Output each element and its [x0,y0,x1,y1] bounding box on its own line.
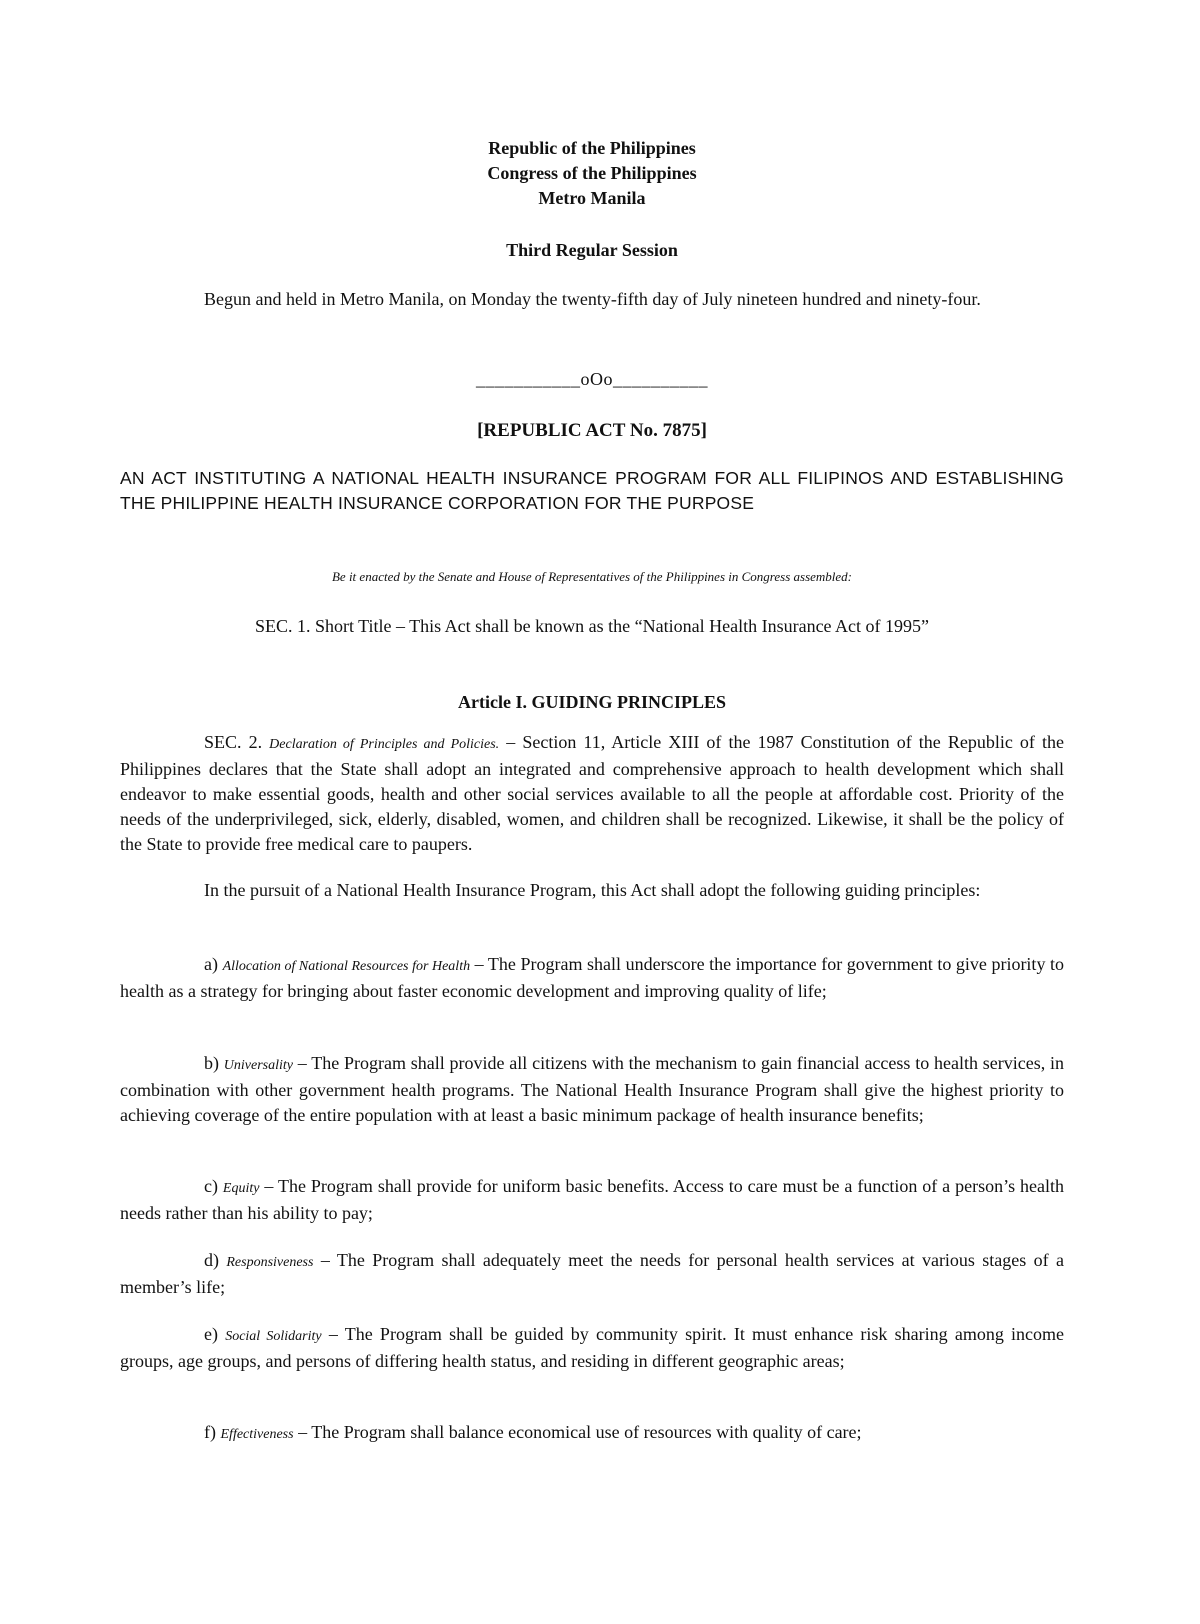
principle-a-label: a) [204,954,218,974]
section-2-lead: SEC. 2. [204,732,263,752]
begun-paragraph: Begun and held in Metro Manila, on Monday the twenty-fifth day of July nineteen hundred and ninety-four. [204,289,981,309]
principle-b [120,1051,1064,1128]
principle-d-body: – The Program shall adequately meet the needs for personal health services at various stages of a member’s life; [120,1250,1064,1297]
separator-line: ___________oOo__________ [476,369,708,389]
principle-d-title: Responsiveness [226,1255,314,1270]
principle-e-body: – The Program shall be guided by community spirit. It must enhance risk sharing among income groups, age groups, and persons of differing health status, and residing in different geographic areas; [120,1324,1065,1371]
section-2-body: – Section 11, Article XIII of the 1987 Constitution of the Republic of the Philippines declares that the State shall adopt an integrated and comprehensive approach to health development which shall endeavor to make essential goods, health and other social services available to all the people at affordable cost. Priority of the needs of the underprivileged, sick, elderly, disabled, women, and children shall be recognized. Likewise, it shall be the policy of the State to provide free medical care to paupers. [120,732,1064,854]
document-header [120,136,1064,211]
enacting-clause: Be it enacted by the Senate and House of Representatives of the Philippines in Congress assembled: [331,569,852,584]
principle-f [120,1420,1064,1447]
principle-b-label: b) [204,1053,219,1073]
principle-f-label: f) [204,1422,216,1442]
principle-f-title: Effectiveness [220,1427,294,1442]
section-1-short-title: SEC. 1. Short Title – This Act shall be known as the “National Health Insurance Act of 1995” [254,616,930,636]
header-congress: Congress of the Philippines [487,163,697,183]
section-2-title: Declaration of Principles and Policies. [269,737,500,752]
header-republic: Republic of the Philippines [488,138,696,158]
act-title: AN ACT INSTITUTING A NATIONAL HEALTH INSURANCE PROGRAM FOR ALL FILIPINOS AND ESTABLISHING THE PHILIPPINE HEALTH INSURANCE CORPORATION FOR THE PURPOSE [120,468,1064,513]
principle-b-body: – The Program shall provide all citizens with the mechanism to gain financial access to health services, in combination with other government health programs. The National Health Insurance Program shall give the highest priority to achieving coverage of the entire population with at least a basic minimum package of health insurance benefits; [120,1053,1064,1125]
principle-f-body: – The Program shall balance economical use of resources with quality of care; [298,1422,862,1442]
principle-c-label: c) [204,1176,218,1196]
principle-e [120,1322,1064,1374]
principle-a-body: – The Program shall underscore the importance for government to give priority to health as a strategy for bringing about faster economic development and improving quality of life; [120,954,1065,1001]
principle-d [120,1248,1064,1300]
article-1-heading: Article I. GUIDING PRINCIPLES [458,692,726,712]
header-location: Metro Manila [538,188,646,208]
principle-a [120,952,1064,1004]
act-number: [REPUBLIC ACT No. 7875] [477,420,707,441]
principle-c [120,1174,1064,1226]
principle-e-title: Social Solidarity [225,1329,322,1344]
principle-d-label: d) [204,1250,219,1270]
document-page [120,0,1064,1624]
principle-c-title: Equity [222,1181,260,1196]
session-title: Third Regular Session [506,240,678,260]
principle-e-label: e) [204,1324,218,1344]
principle-b-title: Universality [223,1058,293,1073]
principle-c-body: – The Program shall provide for uniform basic benefits. Access to care must be a function of a person’s health needs rather than his ability to pay; [120,1176,1065,1223]
pursuit-paragraph: In the pursuit of a National Health Insurance Program, this Act shall adopt the following guiding principles: [204,880,981,900]
principle-a-title: Allocation of National Resources for Health [222,959,471,974]
section-2-paragraph [120,730,1064,857]
